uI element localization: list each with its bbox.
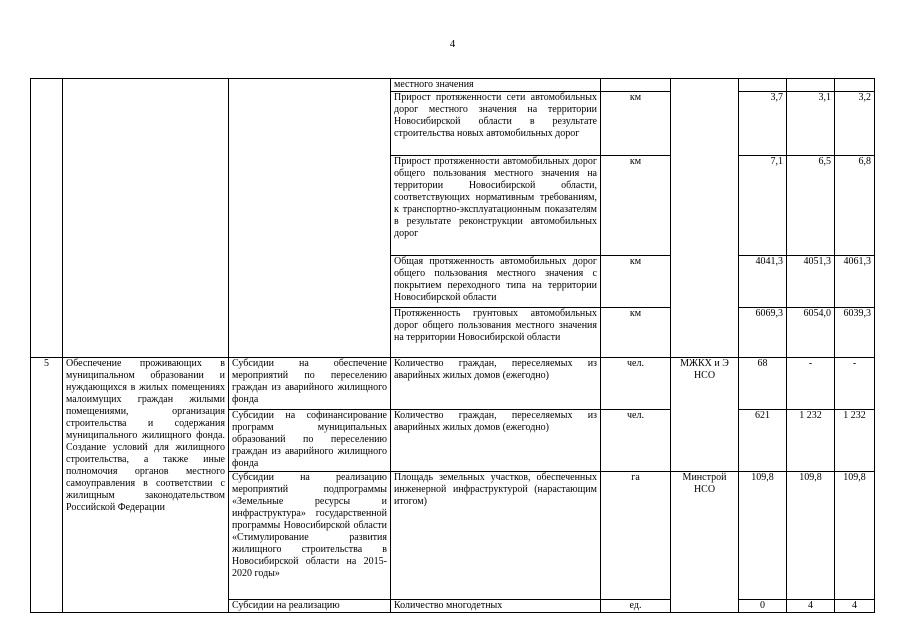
value-cell: 7,1 bbox=[739, 156, 787, 256]
unit-cell: км bbox=[601, 256, 671, 308]
measure-cell bbox=[229, 79, 391, 92]
indicators-table bbox=[30, 78, 875, 613]
value-cell: 3,1 bbox=[787, 92, 835, 156]
unit-cell: га bbox=[601, 472, 671, 600]
value-cell: - bbox=[787, 358, 835, 410]
unit-cell bbox=[601, 79, 671, 92]
value-cell bbox=[739, 79, 787, 92]
responsible-cell: МЖКХ и Э НСО bbox=[671, 358, 739, 472]
responsible-cell: Минстрой НСО bbox=[671, 472, 739, 613]
number-cell bbox=[31, 156, 63, 256]
value-cell: 4 bbox=[787, 600, 835, 613]
number-cell bbox=[31, 256, 63, 308]
number-cell bbox=[31, 308, 63, 358]
measure-cell bbox=[229, 308, 391, 358]
value-cell: 6054,0 bbox=[787, 308, 835, 358]
indicator-cell: Количество граждан, переселяемых из аварийных жилых домов (ежегодно) bbox=[391, 410, 601, 472]
table-row bbox=[31, 156, 875, 256]
value-cell: 3,2 bbox=[835, 92, 875, 156]
value-cell: 6039,3 bbox=[835, 308, 875, 358]
measure-cell bbox=[229, 92, 391, 156]
task-cell bbox=[63, 92, 229, 156]
measure-cell bbox=[229, 256, 391, 308]
value-cell: - bbox=[835, 358, 875, 410]
value-cell: 4061,3 bbox=[835, 256, 875, 308]
number-cell bbox=[31, 79, 63, 92]
measure-cell: Субсидии на обеспечение мероприятий по переселению граждан из аварийного жилищного фонда bbox=[229, 358, 391, 410]
value-cell: 621 bbox=[739, 410, 787, 472]
number-cell bbox=[31, 92, 63, 156]
indicator-cell: Прирост протяженности сети автомобильных дорог местного значения на территории Новосибирской области в результате строительства новых автомобильных дорог bbox=[391, 92, 601, 156]
number-cell: 5 bbox=[31, 358, 63, 613]
task-cell: Обеспечение проживающих в муниципальном образовании и нуждающихся в жилых помещениях малоимущих граждан жилыми помещениями, организация строительства и содержания муниципального жилищного фонда. Создание условий для жилищного строительства, а также иные полномочия органов местного самоуправления в соответствии с жилищным законодательством Российской Федерации bbox=[63, 358, 229, 613]
unit-cell: км bbox=[601, 92, 671, 156]
indicator-cell: Прирост протяженности автомобильных дорог общего пользования местного значения на территории Новосибирской области, соответствующих нормативным требованиям, к транспортно-эксплуатационным показателям в результате реконструкции автомобильных дорог bbox=[391, 156, 601, 256]
task-cell bbox=[63, 308, 229, 358]
indicator-cell: Протяженность грунтовых автомобильных дорог общего пользования местного значения на территории Новосибирской области bbox=[391, 308, 601, 358]
page-number: 4 bbox=[449, 38, 456, 50]
value-cell: 3,7 bbox=[739, 92, 787, 156]
value-cell: 0 bbox=[739, 600, 787, 613]
indicator-cell: Площадь земельных участков, обеспеченных инженерной инфраструктурой (нарастающим итогом) bbox=[391, 472, 601, 600]
table-row bbox=[31, 92, 875, 156]
table-row bbox=[31, 358, 875, 410]
indicator-cell: Количество граждан, переселяемых из аварийных жилых домов (ежегодно) bbox=[391, 358, 601, 410]
value-cell: 109,8 bbox=[787, 472, 835, 600]
value-cell: 109,8 bbox=[835, 472, 875, 600]
table-row bbox=[31, 256, 875, 308]
indicator-cell: Общая протяженность автомобильных дорог общего пользования местного значения с покрытием переходного типа на территории Новосибирской области bbox=[391, 256, 601, 308]
value-cell: 6069,3 bbox=[739, 308, 787, 358]
indicator-cell: местного значения bbox=[391, 79, 601, 92]
value-cell: 109,8 bbox=[739, 472, 787, 600]
value-cell bbox=[835, 79, 875, 92]
value-cell: 1 232 bbox=[787, 410, 835, 472]
unit-cell: чел. bbox=[601, 410, 671, 472]
table-row bbox=[31, 79, 875, 92]
value-cell bbox=[787, 79, 835, 92]
task-cell bbox=[63, 156, 229, 256]
unit-cell: км bbox=[601, 156, 671, 256]
measure-cell: Субсидии на реализацию bbox=[229, 600, 391, 613]
responsible-cell bbox=[671, 79, 739, 358]
measure-cell: Субсидии на софинансирование программ муниципальных образований по переселению граждан из аварийного жилищного фонда bbox=[229, 410, 391, 472]
table-row bbox=[31, 308, 875, 358]
value-cell: 4051,3 bbox=[787, 256, 835, 308]
unit-cell: ед. bbox=[601, 600, 671, 613]
measure-cell bbox=[229, 156, 391, 256]
unit-cell: чел. bbox=[601, 358, 671, 410]
value-cell: 1 232 bbox=[835, 410, 875, 472]
value-cell: 4041,3 bbox=[739, 256, 787, 308]
value-cell: 68 bbox=[739, 358, 787, 410]
value-cell: 4 bbox=[835, 600, 875, 613]
task-cell bbox=[63, 256, 229, 308]
value-cell: 6,5 bbox=[787, 156, 835, 256]
value-cell: 6,8 bbox=[835, 156, 875, 256]
task-cell bbox=[63, 79, 229, 92]
measure-cell: Субсидии на реализацию мероприятий подпрограммы «Земельные ресурсы и инфраструктура» государственной программы Новосибирской области «Стимулирование развития жилищного строительства в Новосибирской области на 2015-2020 годы» bbox=[229, 472, 391, 600]
indicator-cell: Количество многодетных bbox=[391, 600, 601, 613]
unit-cell: км bbox=[601, 308, 671, 358]
